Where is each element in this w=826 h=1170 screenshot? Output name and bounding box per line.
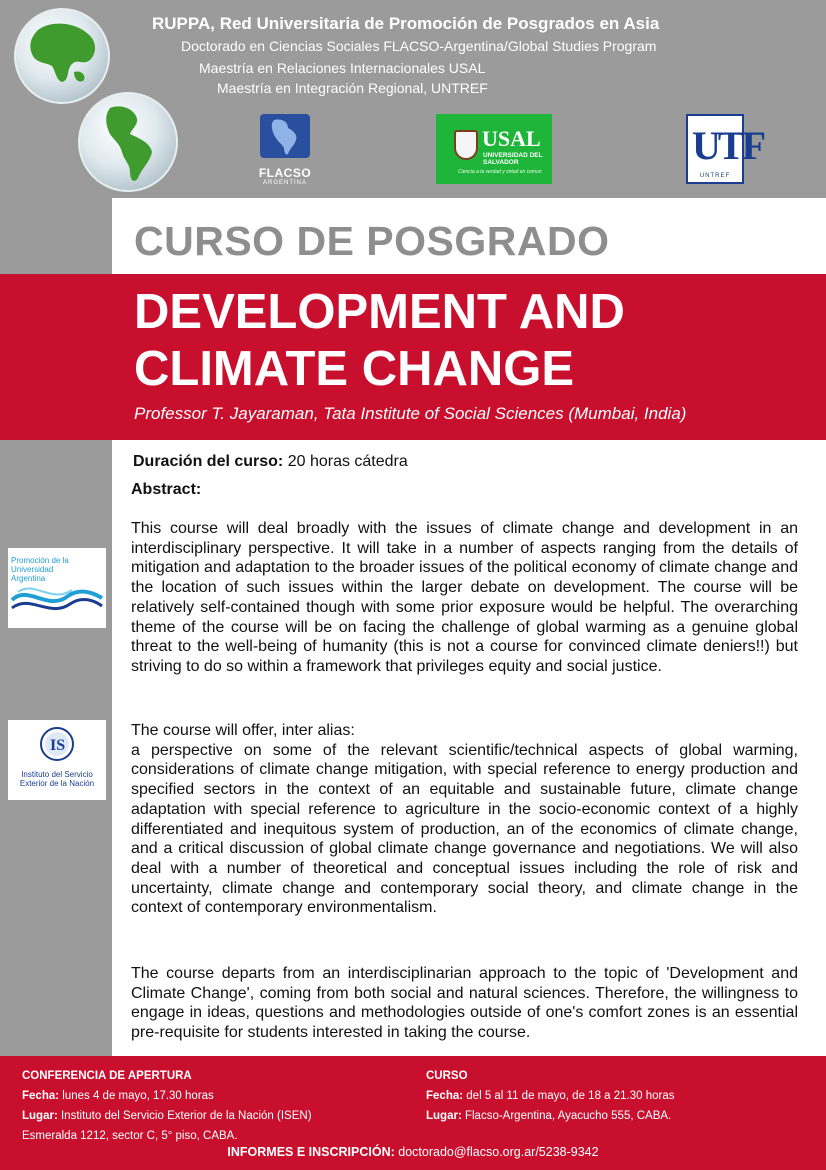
usal-name: USAL <box>482 126 541 151</box>
flacso-name: FLACSO <box>258 166 312 180</box>
opening-heading: CONFERENCIA DE APERTURA <box>22 1070 192 1082</box>
opening-date-label: Fecha: <box>22 1090 60 1102</box>
promocion-logo <box>8 548 106 628</box>
untref-logo <box>686 114 763 184</box>
course-title <box>134 284 625 398</box>
footer-band <box>0 1056 826 1170</box>
course-place-value: Flacso-Argentina, Ayacucho 555, CABA. <box>461 1110 672 1122</box>
course-heading: CURSO <box>426 1070 468 1082</box>
untref-sub: UNTREF <box>699 173 731 179</box>
course-place <box>426 1106 675 1126</box>
course-title-line1: DEVELOPMENT AND <box>134 285 625 339</box>
globe-asia-icon <box>14 8 110 104</box>
course-date-value: del 5 al 11 de mayo, de 18 a 21.30 horas <box>463 1090 675 1102</box>
professor-line: Professor T. Jayaraman, Tata Institute of Social Sciences (Mumbai, India) <box>134 404 687 423</box>
abstract-paragraph-3: The course departs from an interdisciplinarian approach to the topic of 'Development and Climate Change', coming from both social and natural sciences. Therefore, the willingness to engage in ideas, questions and methodologies outside of one's comfort zones is an essential pre-requisite for students interested in taking the course. <box>131 965 798 1042</box>
opening-address: Esmeralda 1212, sector C, 5° piso, CABA. <box>22 1130 238 1142</box>
course-title-line2: CLIMATE CHANGE <box>134 342 575 396</box>
header-band <box>0 0 826 198</box>
offer-intro: The course will offer, inter alias: <box>131 722 355 739</box>
course-place-label: Lugar: <box>426 1110 462 1122</box>
opening-date <box>22 1086 312 1106</box>
isen-logo <box>8 720 106 800</box>
masters-usal-line: Maestría en Relaciones Internacionales USAL <box>199 60 486 76</box>
opening-date-value: lunes 4 de mayo, 17.30 horas <box>59 1090 214 1102</box>
globe-americas-icon <box>78 92 178 192</box>
flacso-globe-icon <box>258 112 312 160</box>
usal-motto: Ciencia a la verdad y virtud en comun <box>458 169 542 175</box>
isen-emblem-icon <box>8 720 106 770</box>
untref-mark: UTF <box>692 123 763 168</box>
flacso-logo <box>252 112 318 188</box>
course-date <box>426 1086 675 1106</box>
svg-text:IS: IS <box>50 737 66 754</box>
masters-untref-line: Maestría en Integración Regional, UNTREF <box>217 80 488 96</box>
duration-label: Duración del curso: <box>133 453 284 470</box>
opening-place-value: Instituto del Servicio Exterior de la Nación (ISEN) <box>57 1110 312 1122</box>
abstract-paragraph-2 <box>131 721 798 918</box>
course-date-label: Fecha: <box>426 1090 464 1102</box>
registration-contact[interactable]: doctorado@flacso.org.ar/5238-9342 <box>394 1145 599 1159</box>
promocion-logo-text: Promoción de la Universidad Argentina <box>11 556 69 583</box>
usal-crest-icon <box>454 130 478 160</box>
network-title: RUPPA, Red Universitaria de Promoción de Posgrados en Asia <box>152 14 660 33</box>
course-kicker: CURSO DE POSGRADO <box>134 218 610 264</box>
registration-info <box>0 1145 826 1159</box>
opening-conference <box>22 1066 312 1146</box>
abstract-heading: Abstract: <box>131 481 202 498</box>
duration-value: 20 horas cátedra <box>283 453 408 470</box>
opening-place-label: Lugar: <box>22 1110 58 1122</box>
opening-place <box>22 1106 312 1126</box>
wave-icon <box>8 548 106 628</box>
isen-logo-text: Instituto del Servicio Exterior de la Nación <box>19 770 95 788</box>
registration-label: INFORMES E INSCRIPCIÓN: <box>227 1145 395 1159</box>
usal-sub: UNIVERSIDAD DEL SALVADOR <box>483 152 543 166</box>
offer-list: a perspective on some of the relevant scientific/technical aspects of global warming, considerations of climate change mitigation, with special reference to energy production and specified sectors in the context of an equitable and sustainable future, climate change adaptation with special reference to agriculture in the socio-economic context of a highly differentiated and inequitous system of production, an of the economics of climate change, and a critical discussion of global climate change governance and negotiations. We will also deal with a number of theoretical and conceptual issues including the role of risk and uncertainty, climate change and contemporary social theory, and climate change in the context of contemporary environmentalism. <box>131 741 798 917</box>
duration <box>133 453 408 471</box>
abstract-paragraph-1: This course will deal broadly with the issues of climate change and development in an interdisciplinary perspective. It will take in a number of aspects ranging from the details of mitigation and adaptation to the broader issues of the political economy of climate change and the location of such issues within the larger debate on development. The course will be relatively self-contained though with some prior exposure would be helpful. The overarching theme of the course will be on facing the challenge of global warming as a genuine global threat to the well-being of humanity (this is not a course for convinced climate deniers!!) but striving to do so within a framework that privileges equity and social justice. <box>131 520 798 675</box>
doctorate-line: Doctorado en Ciencias Sociales FLACSO-Argentina/Global Studies Program <box>181 38 657 54</box>
course-schedule <box>426 1066 675 1126</box>
usal-logo <box>436 114 552 184</box>
flacso-sub: ARGENTINA <box>262 180 307 186</box>
